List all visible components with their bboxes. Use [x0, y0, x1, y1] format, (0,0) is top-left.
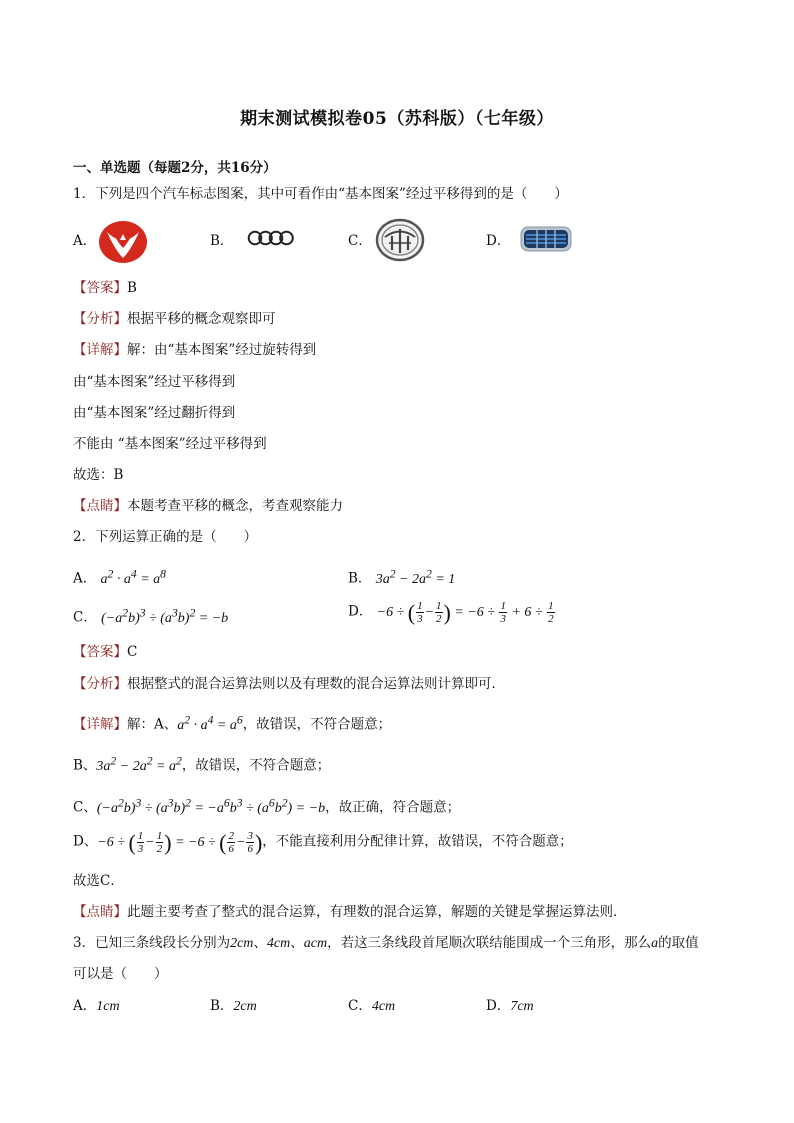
q3-len3: acm	[303, 936, 328, 951]
answer-value: B	[127, 280, 137, 296]
answer-value: C	[127, 644, 138, 660]
detail-c-suffix: ，故正确，符合题意；	[325, 799, 461, 816]
q3-option-b-value: 2cm	[233, 999, 257, 1014]
analysis-text: 根据整式的混合运算法则以及有理数的混合运算法则计算即可．	[127, 676, 505, 692]
analysis-tag: 【分析】	[73, 311, 127, 327]
answer-tag: 【答案】	[73, 644, 127, 660]
q3-stem-line1	[73, 934, 699, 953]
detail-text: 解：由“基本图案”经过旋转得到	[127, 342, 317, 358]
comment-text: 本题考查平移的概念，考查观察能力	[127, 498, 343, 514]
answer-tag: 【答案】	[73, 280, 127, 296]
q1-option-d-label: D．	[486, 233, 511, 249]
detail-a-suffix: ，故错误，不符合题意；	[242, 716, 392, 733]
geely-logo-icon	[520, 226, 572, 252]
q3-option-c-value: 4cm	[371, 999, 396, 1014]
q3-stem-part1: 3．已知三条线段长分别为	[73, 935, 231, 951]
q1-option-c-label: C．	[348, 233, 372, 249]
detail-d-prefix: D、	[73, 833, 98, 850]
q3-len1: 2cm	[230, 936, 254, 951]
comment-text: 此题主要考查了整式的混合运算，有理数的混合运算，解题的关键是掌握运算法则．	[127, 904, 627, 920]
q3-stem-part2: ，若这三条线段首尾顺次联结能围成一个三角形，那么	[327, 935, 652, 951]
q2-option-a	[73, 565, 166, 589]
q1-detail-line2: 由“基本图案”经过平移得到	[73, 374, 236, 390]
q3-option-d-label: D．	[486, 998, 511, 1014]
detail-c-formula: $(-a^2b)^3 \div (a^3b)^2 = -a^6b^3 \div (a^6b^2) = -b$	[96, 796, 326, 816]
q3-stem-part3: 的取值	[658, 935, 699, 951]
q1-detail-line4: 不能由 “基本图案”经过平移得到	[73, 436, 267, 452]
q2-analysis	[73, 675, 505, 693]
q3-option-a-label: A．	[73, 998, 97, 1014]
comment-tag: 【点睛】	[73, 904, 127, 920]
q3-option-b-label: B．	[210, 998, 234, 1014]
q2-stem: 2．下列运算正确的是（ ）	[73, 529, 258, 545]
q2-option-b-label: B．	[348, 570, 372, 587]
detail-d-suffix: ，不能直接利用分配律计算，故错误，不符合题意；	[262, 833, 573, 850]
analysis-tag: 【分析】	[73, 676, 127, 692]
q2-option-d	[348, 600, 556, 625]
q3-sep1: 、	[253, 935, 267, 951]
q1-choose: 故选：B	[73, 467, 124, 483]
q1-analysis	[73, 310, 276, 328]
q3-sep2: 、	[290, 935, 304, 951]
q3-option-d	[486, 997, 534, 1016]
q2-comment	[73, 903, 627, 921]
q2-option-d-formula: −6 ÷ ( $\frac{1}{3}$ − $\frac{1}{2}$ ) = −6 ÷ $\frac{1}{3}$ + 6 ÷ $\frac{1}{2}$	[376, 599, 554, 625]
q1-stem: 1．下列是四个汽车标志图案，其中可看作由“基本图案”经过平移得到的是（ ）	[73, 186, 568, 202]
q2-option-b-formula: $3a^2 - 2a^2 = 1$	[375, 567, 456, 587]
audi-rings-icon	[247, 230, 295, 246]
q2-detail-d	[73, 830, 573, 855]
brilliance-logo-icon	[375, 218, 425, 262]
q2-option-d-label: D．	[348, 603, 373, 620]
q2-detail-b	[73, 752, 330, 776]
comment-tag: 【点睛】	[73, 498, 127, 514]
detail-d-formula: −6 ÷ ( $\frac{1}{3}$ − $\frac{1}{2}$ ) = −6 ÷ ( $\frac{2}{6}$ − $\frac{3}{6}$ )	[97, 829, 263, 855]
detail-prefix: 解：A、	[127, 716, 178, 733]
q2-choose: 故选C．	[73, 873, 124, 889]
q3-option-b	[210, 997, 257, 1016]
detail-a-formula: $a^2 \cdot a^4 = a^6$	[177, 713, 243, 733]
q3-stem-line2: 可以是（ ）	[73, 966, 168, 982]
section-heading: 一、单选题（每题2分，共16分）	[73, 160, 277, 176]
q1-option-b-label: B．	[210, 233, 234, 249]
q2-option-b	[348, 565, 455, 589]
detail-b-suffix: ，故错误，不符合题意；	[181, 757, 331, 774]
q2-answer	[73, 643, 137, 661]
q1-detail	[73, 341, 316, 359]
q2-detail-a	[73, 711, 391, 735]
q1-detail-line3: 由“基本图案”经过翻折得到	[73, 405, 236, 421]
q1-comment	[73, 497, 343, 515]
q2-option-a-formula: $a^2 \cdot a^4 = a^8$	[100, 567, 166, 587]
detail-tag: 【详解】	[73, 716, 127, 733]
q2-option-c-formula: $(-a^2b)^3 \div (a^3b)^2 = -b$	[101, 606, 229, 626]
q3-option-c-label: C．	[348, 998, 372, 1014]
q2-option-c-label: C．	[73, 609, 97, 626]
q1-answer	[73, 279, 137, 297]
q3-option-c	[348, 997, 395, 1016]
q2-detail-c	[73, 794, 460, 818]
detail-c-prefix: C、	[73, 799, 97, 816]
detail-b-prefix: B、	[73, 757, 97, 774]
q3-option-d-value: 7cm	[510, 999, 534, 1014]
q3-option-a-value: 1cm	[96, 999, 120, 1014]
q1-option-a-label: A．	[73, 233, 97, 249]
q3-option-a	[73, 997, 120, 1016]
detail-b-formula: $3a^2 - 2a^2 = a^2$	[96, 754, 182, 774]
q2-option-c	[73, 604, 228, 628]
detail-tag: 【详解】	[73, 342, 127, 358]
dongfeng-logo-icon	[98, 220, 148, 264]
analysis-text: 根据平移的概念观察即可	[127, 311, 276, 327]
q2-option-a-label: A．	[73, 570, 97, 587]
q3-len2: 4cm	[266, 936, 291, 951]
q3-var-a: a	[651, 936, 659, 951]
page-title: 期末测试模拟卷05（苏科版）（七年级）	[240, 109, 554, 129]
